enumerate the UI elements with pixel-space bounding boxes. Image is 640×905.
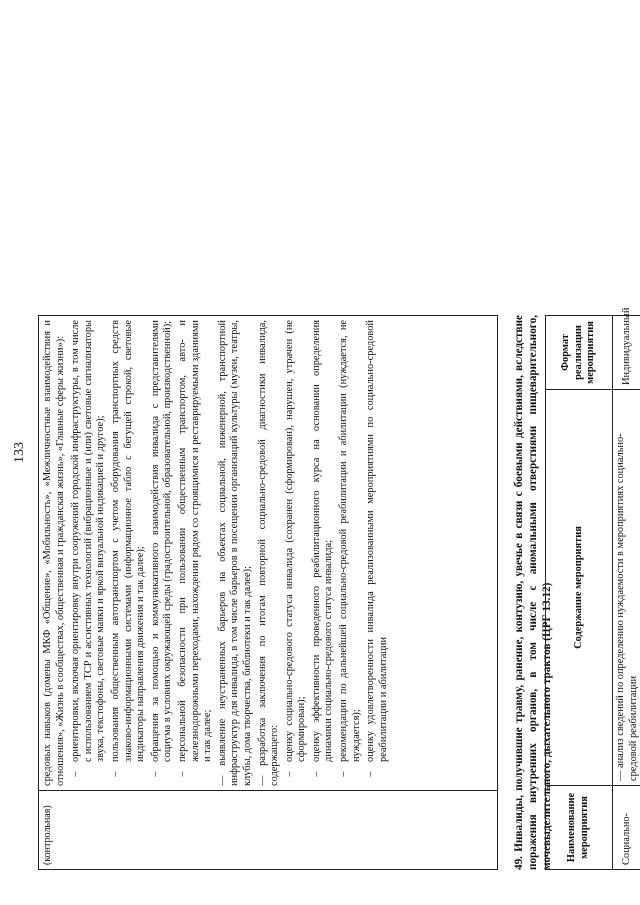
list-item-text: оценку удовлетворенности инвалида реализованными мероприятиями по социально-средовой реабилитации и абилитации <box>365 320 389 762</box>
list-item <box>70 320 108 786</box>
skills-list <box>70 320 215 786</box>
list-item-text: пользования общественным автотранспортом с учетом оборудования транспортных средств знаково-информационными системами (информационное табло с бегущей строкой, световые индикаторы направления движения и так далее); <box>109 320 147 762</box>
activity-table <box>545 307 640 870</box>
header-activity-name: Наименование мероприятия <box>546 786 613 870</box>
activity-content-cell <box>39 316 498 791</box>
list-item <box>110 320 148 786</box>
list-item <box>177 320 215 786</box>
row-activity-name: Социально- <box>613 786 640 870</box>
dash-marker: – <box>338 771 350 777</box>
list-item-text: рекомендации по дальнейшей социально-средовой реабилитации и абилитации (нуждается, не нуждается); <box>338 320 362 762</box>
list-item-text: оценку социально-средового статуса инвалида (сохранен (сформирован), нарушен, утрачен (не сформирован); <box>283 320 308 762</box>
header-format: Формат реализации мероприятия <box>546 316 613 390</box>
activity-table-continued <box>38 315 498 870</box>
list-item <box>150 320 175 786</box>
table-header-row <box>546 316 613 870</box>
conclusion-paragraph: — разработка заключения по итогам повторной социально-средовой диагностики инвалида, содержащего: <box>256 320 281 786</box>
dash-marker: – <box>149 771 161 777</box>
barriers-paragraph: — выявление неустраненных барьеров на объектах социальной, инженерной, транспортной инфраструктур для инвалида, в том числе барьеров в посещении организаций культуры (музеи, театры, клубы, дома творчества, библиотеки и так далее); <box>216 320 253 786</box>
list-item <box>338 320 363 786</box>
table-row <box>613 316 640 870</box>
table-row <box>39 316 498 870</box>
list-item <box>365 320 390 786</box>
row-format: Индивидуальный <box>613 316 640 390</box>
dash-marker: – <box>176 771 188 777</box>
conclusion-list <box>284 320 391 786</box>
page-number: 133 <box>12 442 27 463</box>
dash-marker: – <box>109 771 121 777</box>
list-item-text: обращения за помощью и коммуникативного взаимодействия инвалида с представителями социума в условиях окружающей среды (градостроительной, образовательной, производственной); <box>149 320 174 762</box>
dash-marker: – <box>310 771 322 777</box>
activity-name-cell <box>39 791 498 870</box>
section-heading: 49. Инвалиды, получившие травму, ранение, контузию, увечье в связи с боевыми действиями, вследствие поражения внутренних органов, в том числе с аномальными отверстиями пищеварительного, мочевыделительного, дыхательного трактов (ЦРГ 13.12) <box>513 315 553 870</box>
list-item-text: персональной безопасности при пользовании общественным транспортом, авто- и железнодорожными переходами, нахождении рядом со строящимися и реставрируемыми зданиями и так далее; <box>176 320 214 762</box>
dash-marker: – <box>365 771 377 777</box>
list-item-text: ориентировки, включая ориентировку внутри сооружений городской инфраструктуры, в том числе с использованием ТСР и ассистивных технологий (вибрационные и (или) световые сигнализаторы звука, текстофоны, световые маяки и яркой визуальной индикацией и другое); <box>70 320 107 762</box>
list-item <box>284 320 309 786</box>
list-item-text: оценку эффективности проведенного реабилитационного курса на основании определения динамики социально-средового статуса инвалида; <box>310 320 335 762</box>
activity-name-text: (контрольная) <box>42 805 53 865</box>
row-activity-content: — анализ сведений по определению нуждаемости в мероприятиях социально-средовой реабилитации <box>613 390 640 786</box>
dash-marker: – <box>283 771 295 777</box>
header-activity-content: Содержание мероприятия <box>546 390 613 786</box>
content-intro: средовых навыков (домены МКФ «Общение», «Мобильность», «Межличностные взаимодействия и отношения», «Жизнь в сообществах, общественная и гражданская жизнь», «Главные сферы жизни»): <box>42 320 66 786</box>
list-item <box>311 320 336 786</box>
dash-marker: – <box>70 771 82 777</box>
